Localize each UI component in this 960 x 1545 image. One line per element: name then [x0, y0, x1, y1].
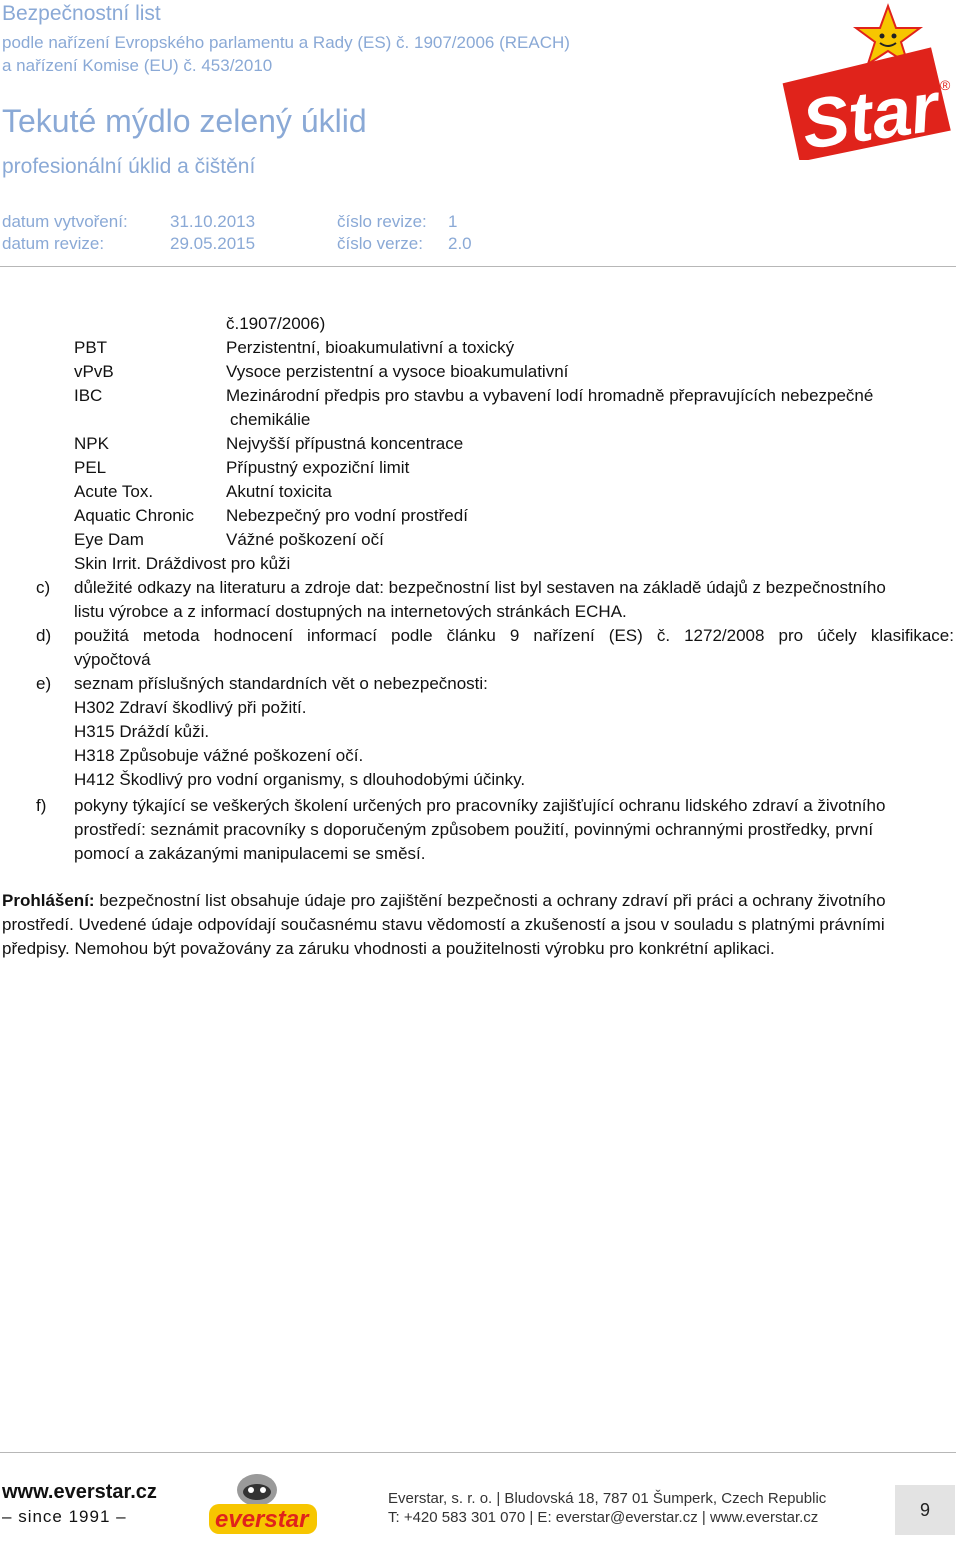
abbr-meaning: Mezinárodní předpis pro stavbu a vybavení lodí hromadně přepravujících nebezpečné — [226, 386, 874, 405]
footer-website[interactable]: www.everstar.cz — [2, 1481, 157, 1503]
abbr-term: Aquatic Chronic — [74, 506, 195, 525]
page-number-text: 9 — [919, 1499, 930, 1520]
abbr-term: NPK — [74, 434, 109, 453]
declaration-line-2: prostředí. Uvedené údaje odpovídají současnému stavu vědomostí a zkušeností a jsou v souladu s platnými právními — [2, 915, 885, 934]
version-label: číslo verze: — [337, 234, 423, 253]
product-name: Tekuté mýdlo zelený úklid — [2, 103, 367, 139]
item-marker: f) — [36, 796, 47, 815]
abbr-last-line: Skin Irrit. Dráždivost pro kůži — [74, 554, 291, 573]
created-label: datum vytvoření: — [2, 212, 128, 231]
hazard-statement: H318 Způsobuje vážné poškození očí. — [74, 746, 364, 765]
item-marker: e) — [36, 674, 52, 693]
declaration-line-3: předpisy. Nemohou být považovány za záruku vhodnosti a použitelnosti výrobku pro konkrétní aplikaci. — [2, 939, 775, 958]
product-subtitle: profesionální úklid a čištění — [2, 155, 256, 178]
declaration-text: bezpečnostní list obsahuje údaje pro zajištění bezpečnosti a ochrany zdraví při práci a ochrany životního — [94, 891, 886, 910]
abbr-meaning-continued: chemikálie — [230, 410, 311, 429]
abbr-meaning: Přípustný expoziční limit — [226, 458, 410, 477]
abbr-term: vPvB — [74, 362, 114, 381]
declaration-label: Prohlášení: — [2, 891, 95, 910]
header-divider — [0, 266, 956, 267]
star-logo-text: Star — [797, 67, 943, 160]
item-c-line-2: listu výrobce a z informací dostupných na internetových stránkách ECHA. — [74, 602, 627, 621]
abbr-term: Acute Tox. — [74, 482, 154, 501]
abbr-meaning: Vážné poškození očí — [226, 530, 384, 549]
hazard-statement: H315 Dráždí kůži. — [74, 722, 210, 741]
item-e-line-1: seznam příslušných standardních vět o nebezpečnosti: — [74, 674, 488, 693]
abbr-term: IBC — [74, 386, 103, 405]
footer-company: Everstar, s. r. o. | Bludovská 18, 787 01 Šumperk, Czech Republic — [388, 1490, 827, 1507]
item-f-line-1: pokyny týkající se veškerých školení určených pro pracovníky zajišťující ochranu lidského zdraví a životního — [74, 796, 886, 815]
revision-number-label: číslo revize: — [337, 212, 427, 231]
item-d-line-1: použitá metoda hodnocení informací podle článku 9 nařízení (ES) č. 1272/2008 pro účely klasifikace: — [74, 626, 954, 645]
abbreviations-continuation: č.1907/2006) — [226, 314, 326, 333]
abbr-meaning: Nejvyšší přípustná koncentrace — [226, 434, 464, 453]
item-d-line-2: výpočtová — [74, 650, 151, 669]
hazard-statement: H412 Škodlivý pro vodní organismy, s dlouhodobými účinky. — [74, 770, 526, 789]
revision-number-value: 1 — [448, 212, 458, 231]
everstar-logo — [205, 1470, 325, 1540]
regulation-line-1: podle nařízení Evropského parlamentu a Rady (ES) č. 1907/2006 (REACH) — [2, 33, 570, 52]
item-c-line-1: důležité odkazy na literaturu a zdroje dat: bezpečnostní list byl sestaven na základě údajů z bezpečnostního — [74, 578, 886, 597]
created-value: 31.10.2013 — [170, 212, 256, 231]
abbr-term: Eye Dam — [74, 530, 144, 549]
item-marker: d) — [36, 626, 52, 645]
version-value: 2.0 — [448, 234, 472, 253]
abbr-term: PEL — [74, 458, 107, 477]
footer-contact: T: +420 583 301 070 | E: everstar@everstar.cz | www.everstar.cz — [388, 1509, 819, 1526]
hazard-statement: H302 Zdraví škodlivý při požití. — [74, 698, 307, 717]
abbr-meaning: Vysoce perzistentní a vysoce bioakumulativní — [226, 362, 569, 381]
document-title: Bezpečnostní list — [2, 2, 161, 25]
abbr-meaning: Nebezpečný pro vodní prostředí — [226, 506, 468, 525]
star-logo — [778, 2, 956, 160]
footer-since-text: since 1991 — [18, 1507, 111, 1526]
registered-mark: ® — [940, 77, 951, 93]
abbr-meaning: Perzistentní, bioakumulativní a toxický — [226, 338, 515, 357]
footer-divider — [0, 1452, 956, 1453]
abbr-meaning: Akutní toxicita — [226, 482, 332, 501]
abbr-term: PBT — [74, 338, 108, 357]
item-f-line-2: prostředí: seznámit pracovníky s doporučeným způsobem použití, povinnými ochrannými prostředky, první — [74, 820, 874, 839]
revised-label: datum revize: — [2, 234, 105, 253]
item-f-line-3: pomocí a zakázanými manipulacemi se směsí. — [74, 844, 426, 863]
page-number — [895, 1485, 955, 1535]
footer-since: – since 1991 – — [2, 1507, 127, 1526]
revised-value: 29.05.2015 — [170, 234, 256, 253]
regulation-line-2: a nařízení Komise (EU) č. 453/2010 — [2, 56, 273, 75]
everstar-logo-text: everstar — [215, 1506, 309, 1533]
item-marker: c) — [36, 578, 51, 597]
declaration-line-1 — [2, 891, 886, 911]
